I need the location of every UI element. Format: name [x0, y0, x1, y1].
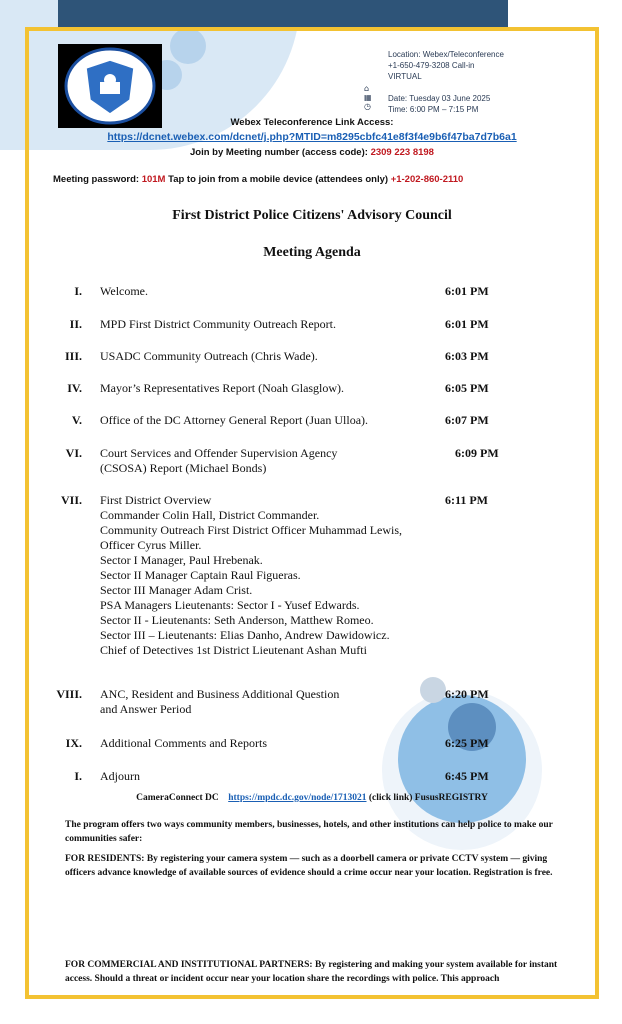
agenda-number: III.	[64, 349, 82, 363]
agenda-text: First District Overview Commander Colin Hall, District Commander. Community Outreach First District Officer Muhammad Lewis, Officer Cyrus Miller. Sector I Manager, Paul Hrebenak. Sector II Manager Captain Raul Figueras. Sector III Manager Adam Crist. PSA Managers Lieutenants: Sector I - Yusef Edwards. Sector II - Lieutenants: Seth Anderson, Matthew Romeo. Sector III – Lieutenants: Elias Danho, Andrew Dawidowicz. Chief of Detectives 1st District Lieutenant Ashan Mufti	[100, 493, 403, 657]
agenda-time: 6:01 PM	[445, 317, 489, 331]
meeting-info	[388, 49, 578, 115]
mobile-number[interactable]: +1-202-860-2110	[390, 174, 464, 185]
mobile-label: Tap to join from a mobile device (attendees only)	[165, 174, 391, 185]
page-subtitle: Meeting Agenda	[263, 245, 361, 260]
program-paragraph: The program offers two ways community members, businesses, hotels, and other institutions can help police to make our communities safer:	[65, 820, 553, 844]
clock-icon: ◷	[364, 102, 371, 111]
agenda-time: 6:07 PM	[445, 413, 489, 427]
access-code: 2309 223 8198	[370, 147, 434, 158]
password-label: Meeting password:	[53, 174, 142, 185]
agenda-text: Additional Comments and Reports	[100, 736, 267, 750]
agenda-time: 6:25 PM	[445, 736, 489, 750]
agenda-time: 6:20 PM	[445, 687, 489, 701]
agenda-number: IX.	[65, 736, 82, 750]
agenda-number: I.	[74, 284, 82, 298]
commercial-paragraph: FOR COMMERCIAL AND INSTITUTIONAL PARTNERS: By registering and making your system available for instant access. Should a threat or incident occur near your location share the recordings with police. This approach	[65, 960, 558, 984]
agenda-time: 6:03 PM	[445, 349, 489, 363]
agenda-number: V.	[71, 413, 82, 427]
webex-link[interactable]: https://dcnet.webex.com/dcnet/j.php?MTID=m8295cbfc41e8f3f4e9b6f47ba7d7b6a1	[107, 131, 517, 143]
agenda-time: 6:11 PM	[445, 493, 488, 507]
agenda-time: 6:45 PM	[445, 769, 489, 783]
join-label: Join by Meeting number (access code):	[190, 147, 371, 158]
webex-label: Webex Teleconference Link Access:	[230, 117, 394, 128]
council-logo	[58, 44, 162, 128]
agenda-number: VIII.	[56, 687, 82, 701]
password: 101M	[141, 174, 166, 185]
agenda-text: Welcome.	[100, 284, 149, 298]
agenda-number: VII.	[60, 493, 82, 507]
agenda-text: Court Services and Offender Supervision Agency (CSOSA) Report (Michael Bonds)	[100, 446, 338, 475]
call-in-number: +1-650-479-3208 Call-in	[388, 61, 475, 70]
agenda-text: MPD First District Community Outreach Report.	[100, 317, 336, 331]
agenda-number: IV.	[67, 381, 82, 395]
page-title: First District Police Citizens' Advisory Council	[172, 208, 452, 223]
meeting-date: Date: Tuesday 03 June 2025	[388, 94, 491, 103]
agenda-text: Adjourn	[100, 769, 140, 783]
camera-click: (click link) FususREGISTRY	[366, 793, 488, 803]
agenda-text: Mayor’s Representatives Report (Noah Glasglow).	[100, 381, 345, 395]
agenda-text: ANC, Resident and Business Additional Question and Answer Period	[100, 687, 340, 716]
agenda-number: VI.	[65, 446, 82, 460]
camera-link[interactable]: https://mpdc.dc.gov/node/1713021	[228, 793, 367, 803]
header-band	[58, 0, 508, 30]
meeting-time: Time: 6:00 PM – 7:15 PM	[388, 105, 479, 114]
agenda-number: I.	[74, 769, 82, 783]
agenda-text: USADC Community Outreach (Chris Wade).	[100, 349, 318, 363]
agenda-time: 6:05 PM	[445, 381, 489, 395]
agenda-time: 6:09 PM	[455, 446, 499, 460]
calendar-icon: ▦	[364, 93, 372, 102]
agenda-text: Office of the DC Attorney General Report (Juan Ulloa).	[100, 413, 369, 427]
agenda-number: II.	[69, 317, 82, 331]
home-icon: ⌂	[364, 84, 370, 93]
location: Location: Webex/Teleconference	[388, 50, 504, 59]
residents-paragraph: FOR RESIDENTS: By registering your camera system — such as a doorbell camera or private CCTV system — giving officers advance knowledge of available sources of evidence should a crime occur near your location. Registration is free.	[65, 854, 553, 878]
camera-label: CameraConnect DC	[136, 793, 219, 803]
agenda-time: 6:01 PM	[445, 284, 489, 298]
virtual-label: VIRTUAL	[388, 72, 422, 81]
